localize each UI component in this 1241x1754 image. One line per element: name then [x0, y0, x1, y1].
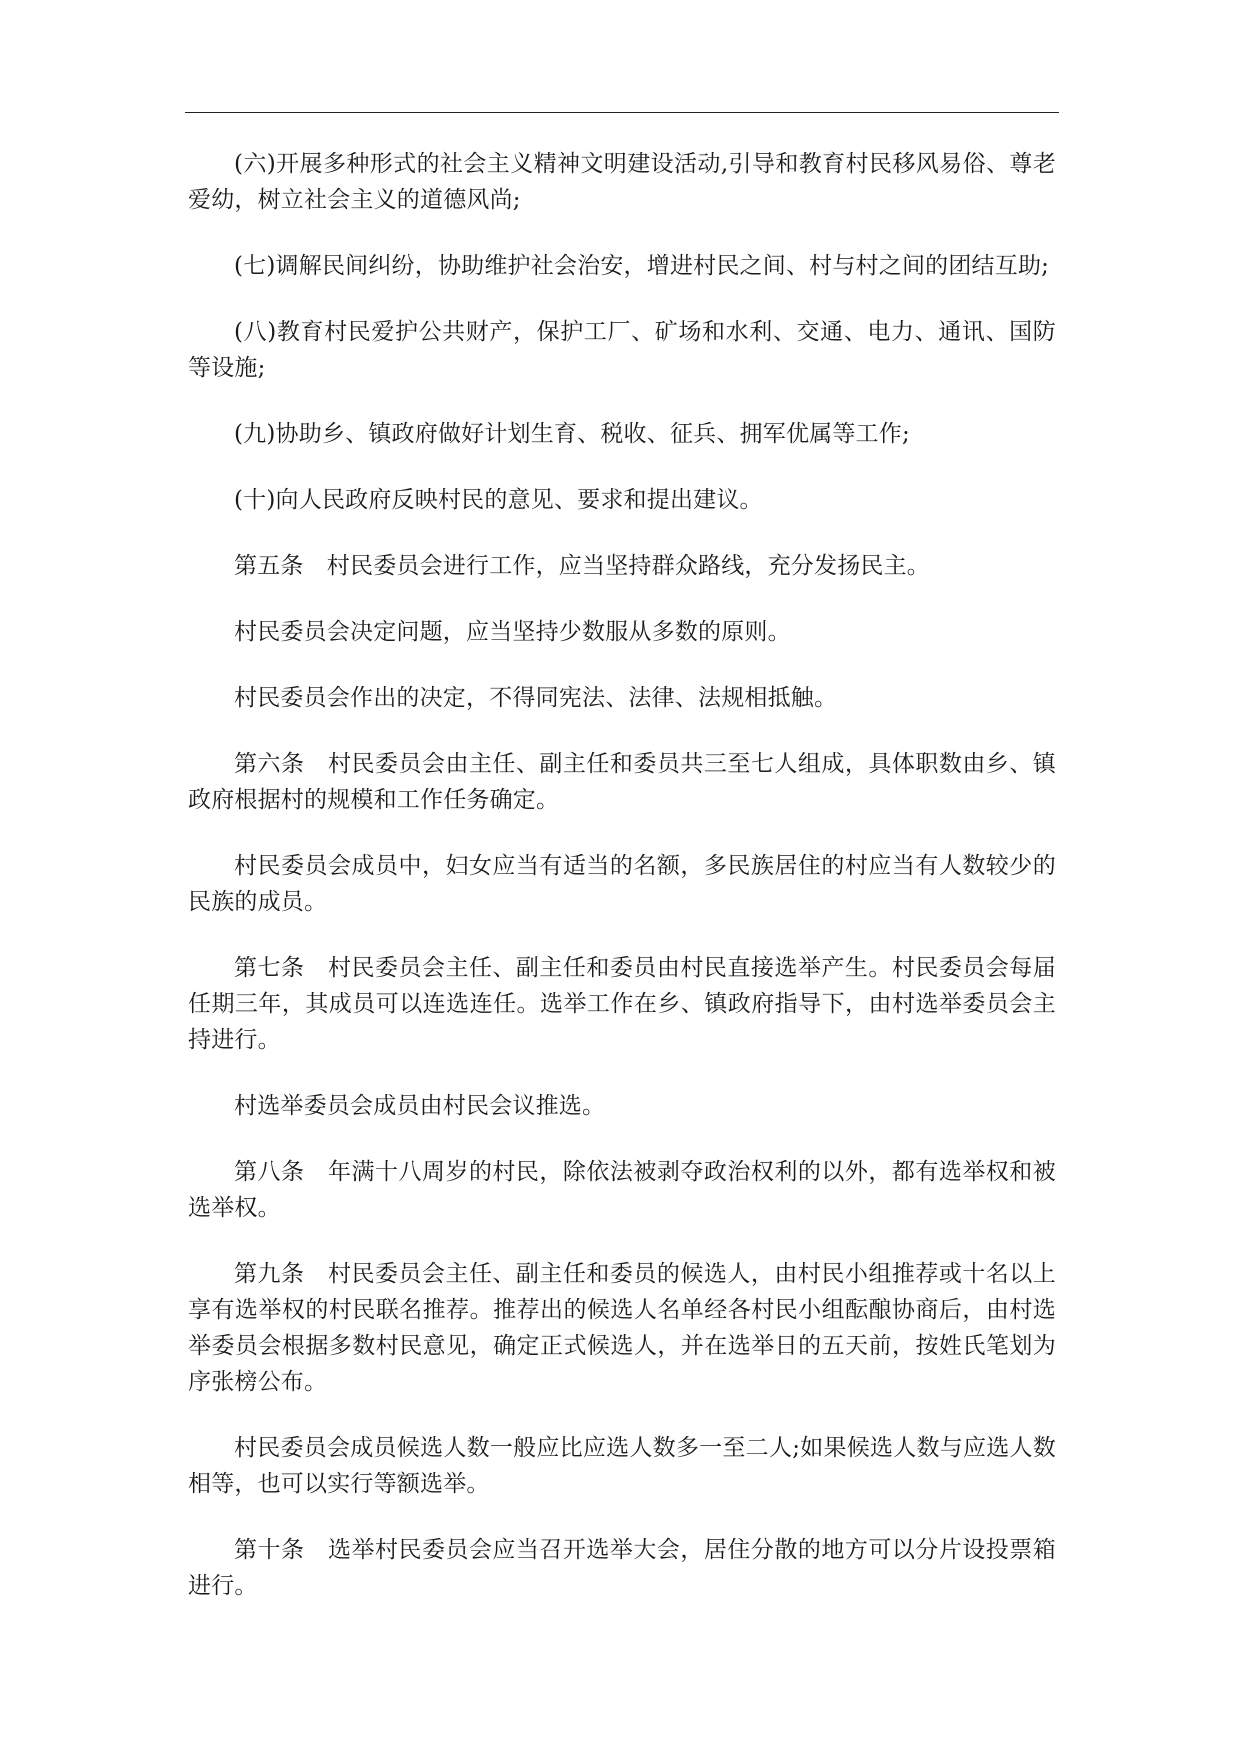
paragraph-item-6: (六)开展多种形式的社会主义精神文明建设活动,引导和教育村民移风易俗、尊老爱幼，树立社会主义的道德风尚;	[188, 151, 1056, 213]
paragraph-article-9: 第九条 村民委员会主任、副主任和委员的候选人，由村民小组推荐或十名以上享有选举权的村民联名推荐。推荐出的候选人名单经各村民小组酝酿协商后，由村选举委员会根据多数村民意见，确定正式候选人，并在选举日的五天前，按姓氏笔划为序张榜公布。	[188, 1261, 1056, 1395]
paragraph-article-6: 第六条 村民委员会由主任、副主任和委员共三至七人组成，具体职数由乡、镇政府根据村的规模和工作任务确定。	[188, 751, 1056, 813]
paragraph-article-5: 第五条 村民委员会进行工作，应当坚持群众路线，充分发扬民主。	[234, 553, 930, 579]
paragraph-article-7: 第七条 村民委员会主任、副主任和委员由村民直接选举产生。村民委员会每届任期三年，其成员可以连选连任。选举工作在乡、镇政府指导下，由村选举委员会主持进行。	[188, 955, 1056, 1053]
paragraph-item-8: (八)教育村民爱护公共财产，保护工厂、矿场和水利、交通、电力、通讯、国防等设施;	[188, 319, 1056, 381]
paragraph-item-10: (十)向人民政府反映村民的意见、要求和提出建议。	[234, 487, 763, 513]
header-rule	[185, 112, 1059, 113]
paragraph-article-10: 第十条 选举村民委员会应当召开选举大会，居住分散的地方可以分片设投票箱进行。	[188, 1537, 1056, 1599]
document-body	[188, 146, 1056, 1634]
paragraph-article-5-clause-3: 村民委员会作出的决定，不得同宪法、法律、法规相抵触。	[234, 685, 838, 711]
paragraph-article-8: 第八条 年满十八周岁的村民，除依法被剥夺政治权利的以外，都有选举权和被选举权。	[188, 1159, 1056, 1221]
paragraph-item-9: (九)协助乡、镇政府做好计划生育、税收、征兵、拥军优属等工作;	[234, 421, 910, 447]
paragraph-article-7-clause-2: 村选举委员会成员由村民会议推选。	[234, 1093, 606, 1119]
paragraph-article-9-clause-2: 村民委员会成员候选人数一般应比应选人数多一至二人;如果候选人数与应选人数相等，也可以实行等额选举。	[188, 1435, 1056, 1497]
paragraph-item-7: (七)调解民间纠纷，协助维护社会治安，增进村民之间、村与村之间的团结互助;	[234, 253, 1050, 279]
paragraph-article-6-clause-2: 村民委员会成员中，妇女应当有适当的名额，多民族居住的村应当有人数较少的民族的成员。	[188, 853, 1056, 915]
paragraph-article-5-clause-2: 村民委员会决定问题，应当坚持少数服从多数的原则。	[234, 619, 791, 645]
